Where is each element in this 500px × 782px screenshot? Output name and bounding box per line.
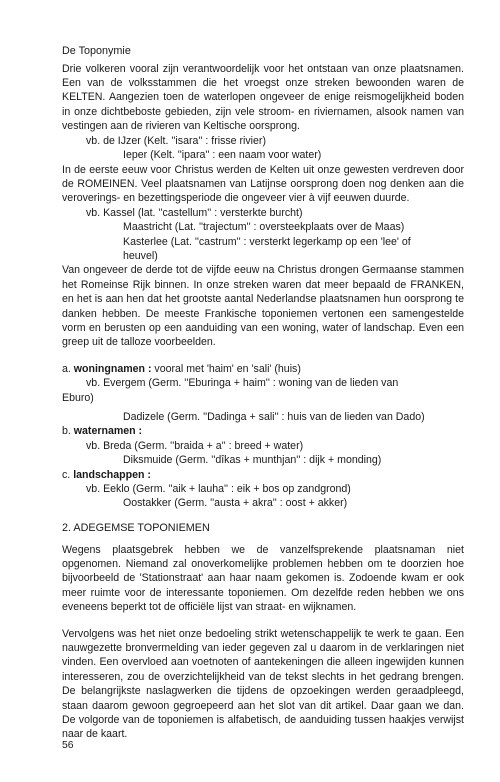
- list-item-b: [62, 424, 464, 438]
- section-heading: De Toponymie: [62, 45, 131, 57]
- list-label: waternamen :: [73, 425, 143, 438]
- list-label: landschappen :: [73, 468, 151, 481]
- list-item-c: [62, 468, 464, 482]
- list-letter: a.: [62, 362, 71, 375]
- section-2-title: 2. ADEGEMSE TOPONIEMEN: [62, 521, 210, 534]
- paragraph-plaatsgebrek: Wegens plaatsgebrek hebben we de vanzelfsprekende plaatsnaman niet opgenomen. Niemand zal onoverkomelijke problemen hebben om te doorzien hoe bijvoorbeeld de 'Stationstraat' aan haar naam gekomen is. Zodoende kwam er ook meer ruimte voor de interessante toponiemen. Om dezelfde reden hebben we ons eveneens beperkt tot de officiële lijst van straat- en wijknamen.: [62, 543, 464, 614]
- example-line: Ieper (Kelt. ''ipara'' : een naam voor water): [123, 149, 322, 162]
- paragraph-werkwijze: Vervolgens was het niet onze bedoeling strikt wetenschappelijk te werk te gaan. Een nauwgezette bronvermelding van ieder gegeven zal u daarom in de verklaringen niet vinden. Een overvloed aan voetnoten of aantekeningen die alleen ingewijden kunnen interesseren, zou de overzichtelijkheid van de tekst slechts in het gedrang brengen. De belangrijkste naslagwerken die tijdens de opzoekingen werden geraadpleegd, staan daarom gewoon gegroepeerd aan het slot van dit artikel. Daar gaan we dan. De volgorde van de toponiemen is alfabetisch, de aanduiding tussen haakjes verwijst naar de kaart.: [62, 627, 464, 741]
- paragraph-romeinen: In de eerste eeuw voor Christus werden de Kelten uit onze gewesten verdreven door de ROMEINEN. Veel plaatsnamen van Latijnse oorsprong doen nog denken aan die veroverings- en bezettingsperiode die ongeveer vier à vijf eeuwen duurde.: [62, 163, 464, 205]
- example-line: Dadizele (Germ. ''Dadinga + sali'' : huis van de lieden van Dado): [123, 411, 425, 424]
- list-item-a: [62, 362, 464, 376]
- example-line: vb. Kassel (lat. ''castellum'' : versterkte burcht): [86, 206, 303, 219]
- document-page: [62, 44, 464, 742]
- list-letter: c.: [62, 468, 71, 481]
- list-label: woningnamen :: [73, 362, 152, 375]
- page-number: 56: [62, 740, 74, 751]
- example-line: vb. Evergem (Germ. ''Eburinga + haim'' : woning van de lieden van: [86, 377, 399, 390]
- example-line: vb. de IJzer (Kelt. ''isara'' : frisse rivier): [86, 134, 266, 147]
- example-line: Eburo): [62, 391, 94, 404]
- paragraph-franken: Van ongeveer de derde tot de vijfde eeuw na Christus drongen Germaanse stammen het Romeinse Rijk binnen. In onze streken waren dat meer bepaald de FRANKEN, en het is aan hen dat het grootste aantal Nederlandse plaatsnamen hun oorsprong te danken hebben. De meeste Frankische toponiemen vertonen een samengestelde vorm en berusten op een aanduiding van een woning, water of landschap. Even een greep uit de talloze voorbeelden.: [62, 264, 464, 349]
- list-letter: b.: [62, 425, 71, 438]
- list-text: vooral met 'haim' en 'sali' (huis): [151, 362, 301, 375]
- example-line: Oostakker (Germ. ''austa + akra'' : oost + akker): [123, 497, 348, 510]
- example-line: vb. Breda (Germ. ''braida + a'' : breed + water): [86, 439, 304, 452]
- example-line: Kasterlee (Lat. ''castrum'' : versterkt legerkamp op een 'lee' of: [123, 235, 411, 248]
- example-line: vb. Eeklo (Germ. ''aik + lauha'' : eik + bos op zandgrond): [86, 483, 351, 496]
- example-line: heuvel): [123, 249, 158, 262]
- paragraph-kelten: Drie volkeren vooral zijn verantwoordelijk voor het ontstaan van onze plaatsnamen. Een van de volksstammen die het vroegst onze streken bewoonden waren de KELTEN. Aangezien toen de waterlopen ongeveer de enige reismogelijkheid boden in onze dichtbeboste gebieden, zijn vele stroom- en riviernamen, alsook namen van vestingen aan de rivieren van Keltische oorsprong.: [62, 62, 464, 133]
- example-line: Diksmuide (Germ. ''dîkas + munthjan'' : dijk + monding): [123, 454, 382, 467]
- example-line: Maastricht (Lat. ''trajectum'' : oversteekplaats over de Maas): [123, 221, 405, 234]
